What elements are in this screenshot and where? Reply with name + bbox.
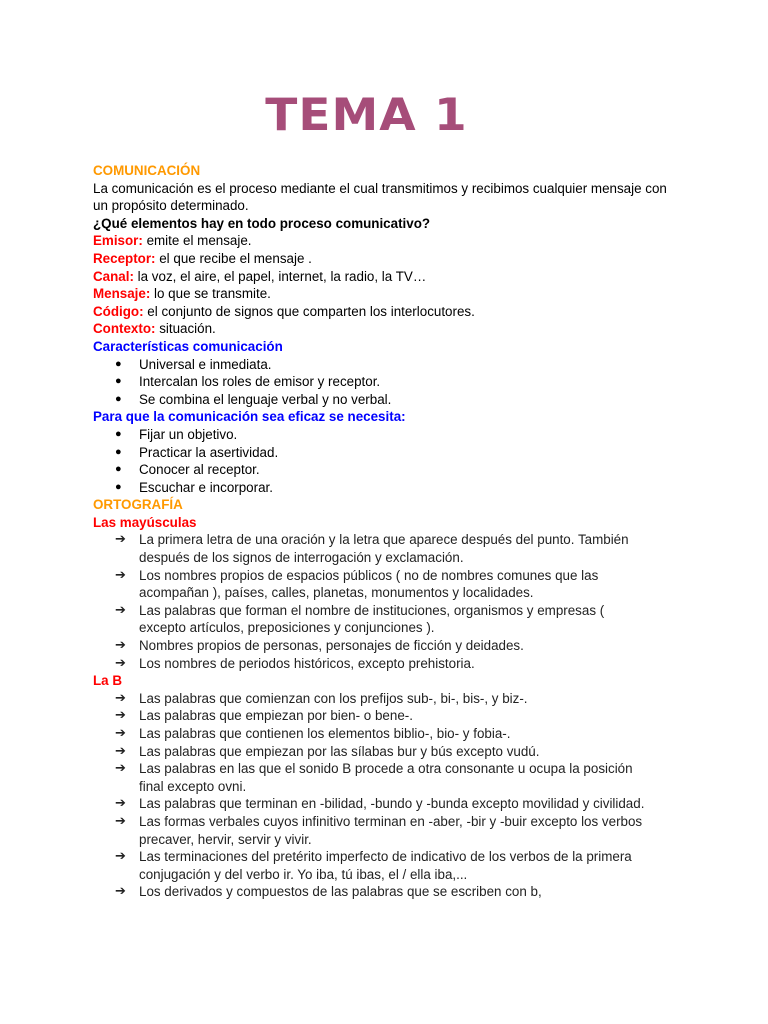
arrow-item	[93, 531, 693, 566]
bullet-text: Se combina el lenguaje verbal y no verbal.	[139, 391, 392, 407]
arrow-right-icon: ➔	[115, 690, 126, 706]
page-title: TEMA 1	[265, 89, 468, 142]
arrow-item	[93, 637, 693, 655]
bullet-item	[93, 479, 693, 497]
bullet-item	[93, 444, 693, 462]
element-description: la voz, el aire, el papel, internet, la radio, la TV…	[133, 268, 427, 284]
arrow-item-text: Las palabras en las que el sonido B procede a otra consonante u ocupa la posición	[139, 761, 633, 777]
element-item	[93, 268, 693, 286]
bullet-icon: ●	[115, 375, 122, 388]
section-heading-comunicacion: COMUNICACIÓN	[93, 163, 201, 178]
bullet-item	[93, 426, 693, 444]
bullet-text: Intercalan los roles de emisor y receptor.	[139, 374, 381, 390]
element-description: emite el mensaje.	[142, 233, 252, 249]
bullet-item	[93, 461, 693, 479]
arrow-item-text: excepto artículos, preposiciones y conjunciones ).	[139, 620, 435, 636]
bullet-icon: ●	[115, 427, 122, 440]
caracteristicas-heading: Características comunicación	[93, 338, 283, 354]
arrow-item-text: final excepto ovni.	[139, 778, 247, 794]
b-heading: La B	[93, 673, 123, 689]
arrow-item	[93, 725, 693, 743]
element-term: Contexto:	[93, 321, 156, 337]
section-heading-ortografia: ORTOGRAFÍA	[93, 497, 183, 513]
arrow-item-text: Las palabras que empiezan por las sílabas bur y bús excepto vudú.	[139, 743, 540, 759]
caracteristicas-list	[93, 356, 693, 409]
arrow-item-text: Nombres propios de personas, personajes de ficción y deidades.	[139, 638, 524, 654]
bullet-icon: ●	[115, 445, 122, 458]
element-item	[93, 303, 693, 321]
arrow-item-text: La primera letra de una oración y la letra que aparece después del punto. También	[139, 532, 629, 548]
arrow-item-text: acompañan ), países, calles, planetas, monumentos y localidades.	[139, 585, 534, 601]
arrow-right-icon: ➔	[115, 638, 126, 654]
element-item	[93, 250, 693, 268]
element-term: Emisor:	[93, 233, 143, 249]
arrow-right-icon: ➔	[115, 813, 126, 829]
arrow-right-icon: ➔	[115, 884, 126, 900]
arrow-item	[93, 743, 693, 761]
element-term: Código:	[93, 303, 144, 319]
b-rules-list	[93, 690, 693, 901]
question-heading: ¿Qué elementos hay en todo proceso comunicativo?	[93, 215, 431, 231]
arrow-item-text: Las palabras que forman el nombre de instituciones, organismos y empresas (	[139, 602, 605, 618]
mayusculas-heading: Las mayúsculas	[93, 514, 197, 530]
eficaz-heading: Para que la comunicación sea eficaz se necesita:	[93, 409, 406, 425]
intro-paragraph: La comunicación es el proceso mediante el cual transmitimos y recibimos cualquier mensaje con un propósito determinado.	[93, 180, 667, 214]
arrow-right-icon: ➔	[115, 602, 126, 618]
element-description: lo que se transmite.	[150, 286, 271, 302]
element-term: Canal:	[93, 268, 134, 284]
arrow-item-text: Las palabras que contienen los elementos biblio-, bio- y fobia-.	[139, 726, 511, 741]
arrow-item	[93, 795, 693, 813]
bullet-item	[93, 356, 693, 374]
element-item	[93, 232, 693, 250]
bullet-text: Escuchar e incorporar.	[139, 479, 273, 495]
arrow-right-icon: ➔	[115, 849, 126, 865]
arrow-item-text: Los nombres de periodos históricos, excepto prehistoria.	[139, 655, 475, 671]
arrow-item-text: conjugación y del verbo ir. Yo iba, tú ibas, el / ella iba,...	[139, 866, 468, 882]
arrow-item	[93, 707, 693, 725]
element-description: el conjunto de signos que comparten los interlocutores.	[143, 303, 475, 319]
arrow-item-text: Las palabras que terminan en -bilidad, -bundo y -bunda excepto movilidad y civilidad.	[139, 796, 645, 812]
arrow-right-icon: ➔	[115, 743, 126, 759]
arrow-item	[93, 567, 693, 602]
arrow-item-text: Las terminaciones del pretérito imperfecto de indicativo de los verbos de la primera	[139, 849, 632, 865]
arrow-item-text: precaver, hervir, servir y vivir.	[139, 831, 312, 847]
arrow-item	[93, 690, 693, 708]
bullet-text: Conocer al receptor.	[139, 462, 260, 478]
arrow-right-icon: ➔	[115, 567, 126, 583]
arrow-item-text: Los derivados y compuestos de las palabras que se escriben con b,	[139, 884, 542, 900]
bullet-item	[93, 391, 693, 409]
bullet-icon: ●	[115, 392, 122, 405]
bullet-text: Fijar un objetivo.	[139, 426, 238, 442]
bullet-icon: ●	[115, 463, 122, 476]
bullet-item	[93, 373, 693, 391]
arrow-item	[93, 602, 693, 637]
document-body	[93, 162, 693, 901]
bullet-icon: ●	[115, 357, 122, 370]
arrow-right-icon: ➔	[115, 761, 126, 777]
arrow-right-icon: ➔	[115, 708, 126, 724]
arrow-item-text: Las palabras que empiezan por bien- o bene-.	[139, 708, 413, 724]
arrow-item-text: Las formas verbales cuyos infinitivo terminan en -aber, -bir y -buir excepto los verbos	[139, 813, 643, 829]
bullet-text: Universal e inmediata.	[139, 356, 272, 372]
arrow-item	[93, 883, 693, 901]
arrow-item	[93, 813, 693, 848]
arrow-item-text: Las palabras que comienzan con los prefijos sub-, bi-, bis-, y biz-.	[139, 690, 528, 706]
arrow-item	[93, 655, 693, 673]
arrow-right-icon: ➔	[115, 655, 126, 671]
arrow-item-text: después de los signos de interrogación y exclamación.	[139, 550, 464, 566]
eficaz-list	[93, 426, 693, 496]
element-item	[93, 320, 693, 338]
arrow-item-text: Los nombres propios de espacios públicos ( no de nombres comunes que las	[139, 567, 599, 583]
element-term: Receptor:	[93, 250, 156, 266]
bullet-text: Practicar la asertividad.	[139, 444, 279, 460]
element-term: Mensaje:	[93, 286, 151, 302]
bullet-icon: ●	[115, 480, 122, 493]
element-description: situación.	[155, 321, 216, 337]
arrow-right-icon: ➔	[115, 796, 126, 812]
arrow-item	[93, 760, 693, 795]
arrow-item	[93, 848, 693, 883]
elements-list	[93, 232, 693, 338]
arrow-right-icon: ➔	[115, 532, 126, 548]
element-description: el que recibe el mensaje .	[155, 250, 312, 266]
arrow-right-icon: ➔	[115, 726, 126, 741]
mayusculas-list	[93, 531, 693, 672]
element-item	[93, 285, 693, 303]
